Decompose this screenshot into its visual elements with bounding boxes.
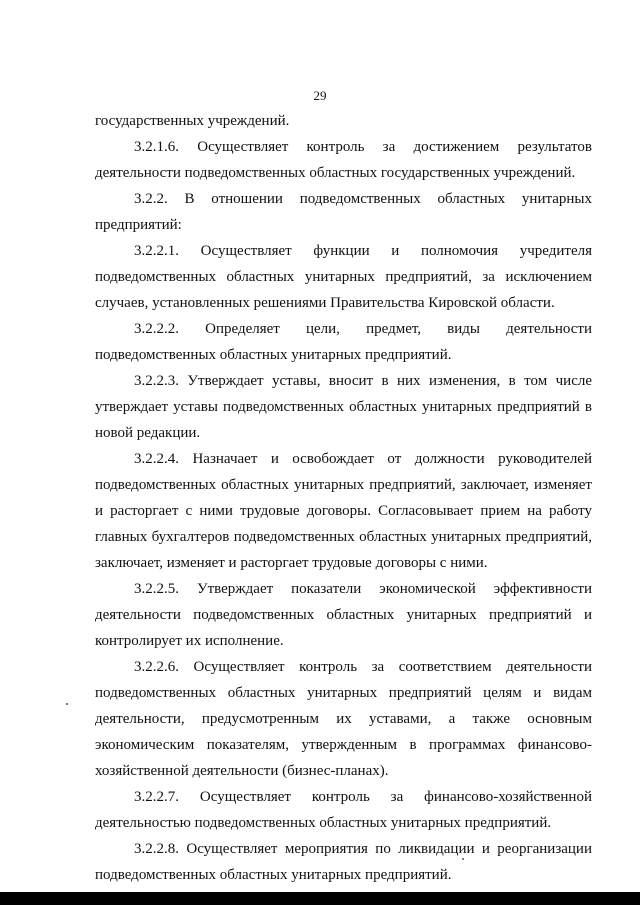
scan-bottom-edge [0,892,640,905]
paragraph: 3.2.2.8. Осуществляет мероприятия по ликвидации и реорганизации подведомственных областных унитарных предприятий. [95,841,592,883]
paragraph: 3.2.2.7. Осуществляет контроль за финансово-хозяйственной деятельностью подведомственных областных унитарных предприятий. [95,789,592,831]
paragraph: 3.2.2.3. Утверждает уставы, вносит в них изменения, в том числе утверждает уставы подведомственных областных унитарных предприятий в новой редакции. [95,373,592,441]
page-number: 29 [313,88,327,103]
document-body [95,108,592,888]
scan-speck [462,858,464,860]
paragraph: 3.2.1.6. Осуществляет контроль за достижением результатов деятельности подведомственных областных государственных учреждений. [95,139,592,181]
paragraph: 3.2.2.4. Назначает и освобождает от должности руководителей подведомственных областных унитарных предприятий, заключает, изменяет и расторгает с ними трудовые договоры. Согласовывает прием на работу главных бухгалтеров подведомственных областных унитарных предприятий, заключает, изменяет и расторгает трудовые договоры с ними. [95,451,592,571]
paragraph: государственных учреждений. [95,113,290,129]
paragraph: 3.2.2. В отношении подведомственных областных унитарных предприятий: [95,191,592,233]
paragraph: 3.2.2.6. Осуществляет контроль за соответствием деятельности подведомственных областных унитарных предприятий целям и видам деятельности, предусмотренным их уставами, а также основным экономическим показателям, утвержденным в программах финансово-хозяйственной деятельности (бизнес-планах). [95,659,592,779]
paragraph: 3.2.2.5. Утверждает показатели экономической эффективности деятельности подведомственных областных унитарных предприятий и контролирует их исполнение. [95,581,592,649]
paragraph: 3.2.2.1. Осуществляет функции и полномочия учредителя подведомственных областных унитарных предприятий, за исключением случаев, установленных решениями Правительства Кировской области. [95,243,592,311]
scan-speck [66,703,68,705]
paragraph: 3.2.2.2. Определяет цели, предмет, виды деятельности подведомственных областных унитарных предприятий. [95,321,592,363]
